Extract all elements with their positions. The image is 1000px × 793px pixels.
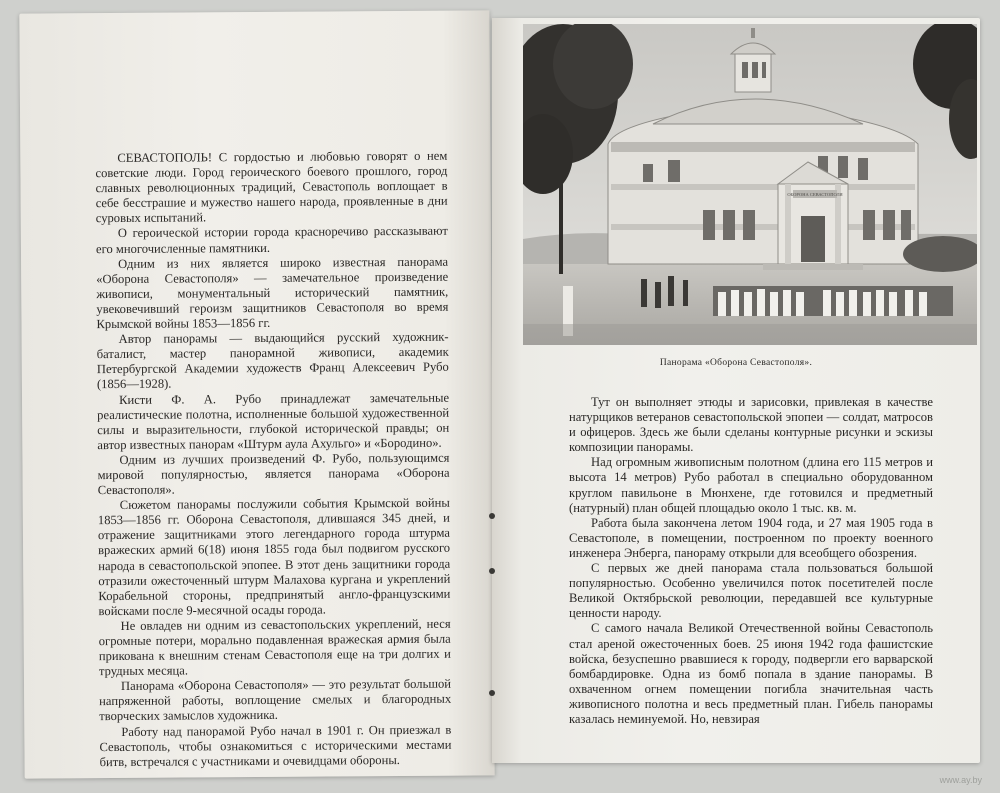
- paragraph: О героической истории города красноречиво рассказывают его многочисленные памятники.: [95, 224, 448, 256]
- paragraph: Автор панорамы — выдающийся русский художник-баталист, мастер панорамной живописи, академик Петербургской Академии художеств Франц Алексеевич Рубо (1856—1928).: [96, 329, 449, 392]
- right-page: [492, 18, 980, 763]
- paragraph: Панорама «Оборона Севастополя» — это результат большой напряженной работы, воплощение смелых и благородных творческих замыслов художника.: [99, 676, 452, 724]
- panorama-building-illustration: [523, 24, 977, 345]
- paragraph: Тут он выполняет этюды и зарисовки, привлекая в качестве натурщиков ветеранов севастопольской эпопеи — солдат, матросов и офицеров. Здесь же были сделаны контурные рисунки и эскизы композиции панорамы.: [569, 395, 933, 455]
- binding-hole: [489, 513, 495, 519]
- left-page-text: [95, 149, 451, 770]
- photo-sign-text: ОБОРОНА СЕВАСТОПОЛЯ: [787, 192, 843, 197]
- paragraph: Одним из них является широко известная панорама «Оборона Севастополя» — замечательное произведение живописи, монументальный исторический памятник, увековечивший героизм защитников Севастополя во время Крымской войны 1853—1856 гг.: [96, 254, 449, 332]
- photo-caption: Панорама «Оборона Севастополя».: [659, 358, 813, 368]
- paragraph: Над огромным живописным полотном (длина его 115 метров и высота 14 метров) Рубо работал в специально оборудованном круглом павильоне в Мюнхене, где готовился и предметный (натурный) план общей площадью около 1 тыс. кв. м.: [569, 455, 933, 515]
- left-page: [19, 10, 494, 778]
- paragraph: С первых же дней панорама стала пользоваться большой популярностью. Особенно увеличился поток посетителей после Великой Октябрьской революции, передавшей все культурные ценности народу.: [569, 561, 933, 621]
- paragraph: Не овладев ни одним из севастопольских укреплений, неся огромные потери, морально подавленная вражеская армия была прикована к внешним стенам Севастополя еще на три долгих и трудных месяца.: [98, 616, 451, 679]
- paragraph: Одним из лучших произведений Ф. Рубо, пользующимся мировой популярностью, является панорама «Оборона Севастополя».: [97, 450, 450, 498]
- paragraph: Работу над панорамой Рубо начал в 1901 г. Он приезжал в Севастополь, чтобы ознакомиться с историческими местами битв, встречался с участниками и очевидцами обороны.: [99, 722, 452, 769]
- panorama-building-photo: [523, 24, 977, 345]
- paragraph: С самого начала Великой Отечественной войны Севастополь стал ареной ожесточенных боев. 25 июня 1942 года фашистские войска, безуспешно рвавшиеся к городу, подвергли его варварской бомбардировке. Одна из бомб попала в здание панорамы. В охваченном огнем помещении погибла значительная часть живописного полотна и весь предметный план. Гибель панорамы казалась неминуемой. Но, невзирая: [569, 621, 933, 726]
- paragraph: Работа была закончена летом 1904 года, и 27 мая 1905 года в Севастополе, в помещении, построенном по проекту военного инженера Энберга, панораму открыли для всеобщего обозрения.: [569, 515, 933, 560]
- watermark: www.ay.by: [939, 775, 982, 785]
- paragraph: Кисти Ф. А. Рубо принадлежат замечательные реалистические полотна, исполненные большой художественной силы и выразительности, глубокой исторической правды; он автор известных панорам «Штурм аула Ахульго» и «Бородино».: [97, 390, 450, 452]
- binding-hole: [489, 690, 495, 696]
- paragraph: Сюжетом панорамы послужили события Крымской войны 1853—1856 гг. Оборона Севастополя, длившаяся 345 дней, и отражение защитниками этого легендарного города штурма вражеских армий 6(18) июня 1855 года был подвигом русского народа в севастопольской эпопее. В этот день защитники города отразили ожесточенный штурм Малахова кургана и укреплений Корабельной стороны, предпринятый англо-французскими войсками после 9-месячной осады города.: [97, 495, 451, 618]
- binding-hole: [489, 568, 495, 574]
- paragraph: СЕВАСТОПОЛЬ! С гордостью и любовью говорят о нем советские люди. Город героического боевого прошлого, город славных революционных традиций, Севастополь воплощает в себе бесстрашие и мужество нашего народа, проявленные в дни суровых испытаний.: [95, 148, 448, 226]
- right-page-text: [569, 395, 933, 727]
